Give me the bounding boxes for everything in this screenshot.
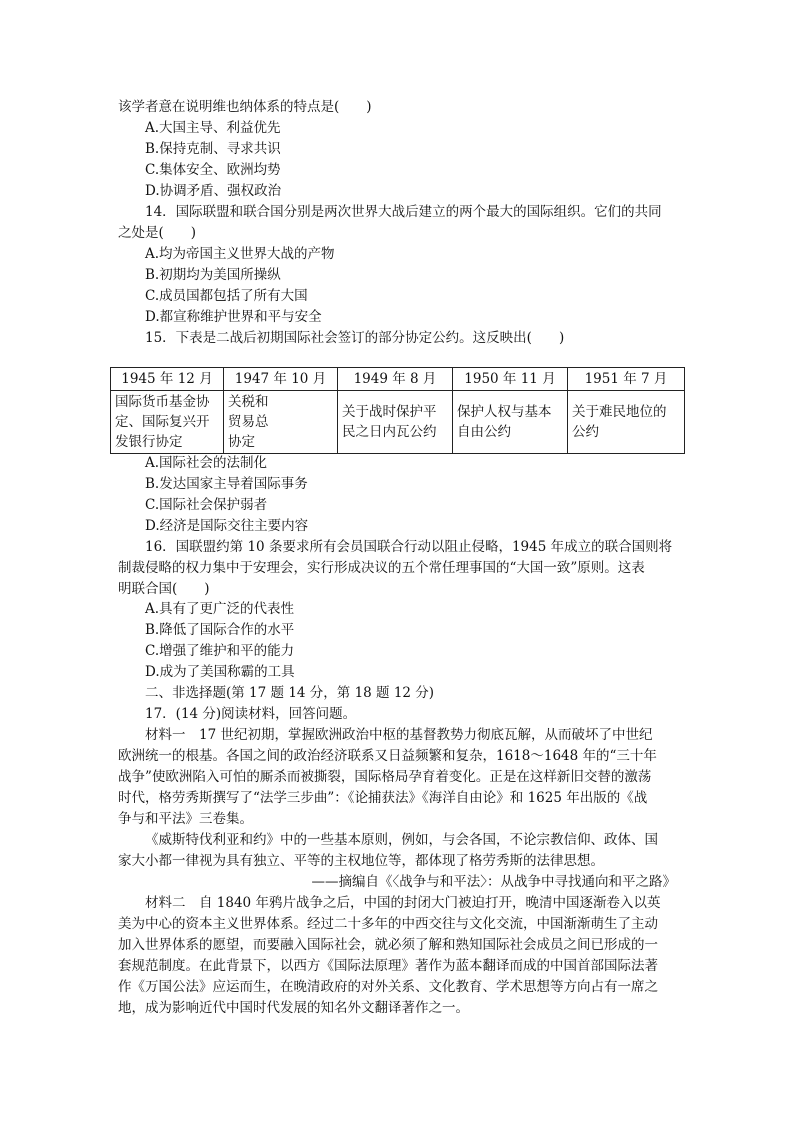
q17-source-citation: ——摘编自《〈战争与和平法〉：从战争中寻找通向和平之路》 [311,874,676,890]
q14-stem-line-2: 之处是( ) [118,225,197,241]
section-heading: 二、非选择题(第 17 题 14 分，第 18 题 12 分) [145,685,435,701]
q17-material1b-line: 家大小都一律视为具有独立、平等的主权地位等，都体现了格劳秀斯的法律思想。 [118,853,604,869]
q16-stem-line-3: 明联合国( ) [118,581,210,597]
cell-line: 发银行协定 [115,434,183,450]
cell-line: 自由公约 [457,424,511,440]
q17-material1-line: 争与和平法》三卷集。 [118,811,253,827]
q17-material2-line: 作《万国公法》应运而生，在晚清政府的对外关系、文化教育、学术思想等方向占有一席之 [118,979,658,995]
q13-option-a: A.大国主导、利益优先 [145,120,281,136]
q17-material2-line: 套规范制度。在此背景下，以西方《国际法原理》著作为蓝本翻译而成的中国首部国际法著 [118,958,658,974]
q17-material1-line: 时代，格劳秀斯撰写了“法学三步曲”：《论捕获法》《海洋自由论》和 1625 年出版的《战 [118,790,648,806]
q16-option-b: B.降低了国际合作的水平 [145,622,295,638]
table-header-cell: 1950 年 11 月 [453,368,568,391]
cell-line: 公约 [572,424,599,440]
q17-material2-line: 地，成为影响近代中国时代发展的知名外文翻译著作之一。 [118,1000,469,1016]
q14-stem-line-1: 14．国际联盟和联合国分别是两次世界大战后建立的两个最大的国际组织。它们的共同 [145,204,662,220]
q15-option-b: B.发达国家主导着国际事务 [145,476,308,492]
q16-option-c: C.增强了维护和平的能力 [145,643,295,659]
accords-table-row [111,391,685,454]
q14-option-c: C.成员国都包括了所有大国 [145,288,308,304]
table-cell [111,391,224,454]
q17-material1-line: 欧洲统一的根基。各国之间的政治经济联系又日益频繁和复杂，1618～1648 年的“三十年 [118,748,657,764]
q15-option-d: D.经济是国际交往主要内容 [145,518,309,534]
q15-stem: 15．下表是二战后初期国际社会签订的部分协定公约。这反映出( ) [145,330,565,346]
table-header-cell: 1949 年 8 月 [338,368,453,391]
q16-option-d: D.成为了美国称霸的工具 [145,664,295,680]
table-header-cell: 1945 年 12 月 [111,368,224,391]
q17-material2-line: 加入世界体系的愿望，而要融入国际社会，就必须了解和熟知国际社会成员之间已形成的一 [118,937,658,953]
table-cell [338,391,453,454]
cell-line: 关于难民地位的 [572,404,667,420]
q14-option-b: B.初期均为美国所操纵 [145,267,281,283]
q14-option-d: D.都宣称维护世界和平与安全 [145,309,322,325]
cell-line: 关于战时保护平 [342,404,437,420]
q16-stem-line-2: 制裁侵略的权力集中于安理会，实行形成决议的五个常任理事国的“大国一致”原则。这表 [118,560,645,576]
cell-line: 关税和 [228,394,269,410]
q13-option-d: D.协调矛盾、强权政治 [145,183,282,199]
cell-line: 保护人权与基本 [457,404,552,420]
q13-option-c: C.集体安全、欧洲均势 [145,162,281,178]
q16-option-a: A.具有了更广泛的代表性 [145,601,295,617]
q13-option-b: B.保持克制、寻求共识 [145,141,281,157]
table-cell [568,391,685,454]
cell-line: 协定 [228,434,255,450]
q17-material1b-line: 《威斯特伐利亚和约》中的一些基本原则，例如，与会各国，不论宗教信仰、政体、国 [145,832,658,848]
q17-material1-line: 材料一 17 世纪初期，掌握欧洲政治中枢的基督教势力彻底瓦解，从而破坏了中世纪 [145,727,653,743]
table-cell [453,391,568,454]
q15-option-a: A.国际社会的法制化 [145,455,268,471]
cell-line: 国际货币基金协 [115,394,210,410]
accords-table [110,367,685,454]
table-header-cell: 1947 年 10 月 [224,368,338,391]
table-header-cell: 1951 年 7 月 [568,368,685,391]
q15-option-c: C.国际社会保护弱者 [145,497,268,513]
q17-stem: 17．(14 分)阅读材料，回答问题。 [145,706,357,722]
q13-stem: 该学者意在说明维也纳体系的特点是( ) [118,99,372,115]
cell-line: 民之日内瓦公约 [342,424,437,440]
accords-table-header-row [111,368,685,391]
q17-material2-line: 美为中心的资本主义世界体系。经过二十多年的中西交往与文化交流，中国渐渐萌生了主动 [118,916,658,932]
q16-stem-line-1: 16．国联盟约第 10 条要求所有会员国联合行动以阻止侵略，1945 年成立的联合国则将 [145,539,673,555]
table-cell [224,391,338,454]
q17-material2-line: 材料二 自 1840 年鸦片战争之后，中国的封闭大门被迫打开，晚清中国逐渐卷入以英 [145,895,661,911]
q17-material1-line: 战争”使欧洲陷入可怕的厮杀而被撕裂，国际格局孕育着变化。正是在这样新旧交替的激荡 [118,769,652,785]
cell-line: 定、国际复兴开 [115,414,210,430]
q14-option-a: A.均为帝国主义世界大战的产物 [145,246,335,262]
cell-line: 贸易总 [228,414,269,430]
